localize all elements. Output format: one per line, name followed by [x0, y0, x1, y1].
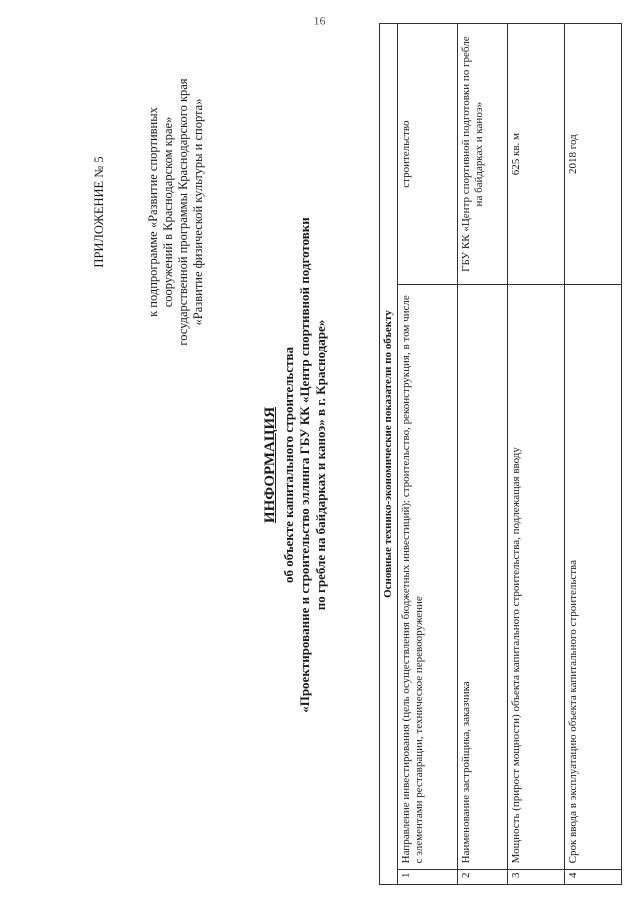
row-indicator: Направление инвестирования (цель осуществления бюджетных инвестиций): строительство, реконструкция, в том числе с элементами реставрации, техническое перевооружение: [398, 285, 458, 870]
page-number: 16: [313, 13, 326, 28]
info-subtitle: об объекте капитального строительства: [281, 347, 296, 583]
row-value: 2018 год: [565, 24, 622, 285]
row-number: 2: [458, 870, 508, 885]
table-row: [565, 24, 622, 885]
row-number: 3: [508, 870, 565, 885]
row-indicator: Наименование застройщика, заказчика: [458, 285, 508, 870]
indicators-table: [379, 23, 622, 885]
row-number: 1: [398, 870, 458, 885]
table-row: [458, 24, 508, 885]
appendix-line: государственной программы Краснодарского края: [176, 78, 190, 346]
appendix-line: к подпрограмме «Развитие спортивных: [146, 107, 160, 317]
appendix-title: ПРИЛОЖЕНИЕ № 5: [92, 156, 106, 268]
row-indicator: Мощность (прирост мощности) объекта капитального строительства, подлежащая вводу: [508, 285, 565, 870]
table-header-row: [380, 24, 398, 885]
project-title-line: «Проектирование и строительство эллинга ГБУ КК «Центр спортивной подготовки: [297, 217, 312, 713]
row-indicator: Срок ввода в эксплуатацию объекта капитального строительства: [565, 285, 622, 870]
table-row: [398, 24, 458, 885]
row-value: 625 кв. м: [508, 24, 565, 285]
table-row: [508, 24, 565, 885]
row-value: строительство: [398, 24, 458, 285]
info-title: ИНФОРМАЦИЯ: [262, 406, 278, 524]
appendix-block: [92, 27, 206, 397]
appendix-line: сооружений в Краснодарском крае»: [161, 116, 175, 308]
info-heading: [262, 145, 329, 785]
appendix-line: «Развитие физической культуры и спорта»: [191, 98, 205, 326]
row-number: 4: [565, 870, 622, 885]
table-header: Основные технико-экономические показатели по объекту: [380, 24, 398, 885]
row-value: ГБУ КК «Центр спортивной подготовки по гребле на байдарках и каноэ»: [458, 24, 508, 285]
project-title-line: по гребле на байдарках и каноэ» в г. Краснодаре»: [313, 319, 328, 611]
